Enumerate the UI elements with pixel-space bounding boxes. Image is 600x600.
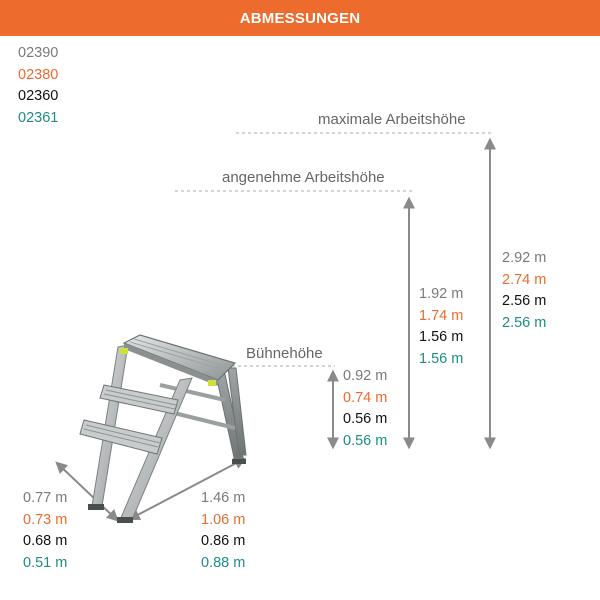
comfort-height-label: angenehme Arbeitshöhe — [222, 169, 385, 186]
dimension-value: 2.56 m — [502, 293, 547, 309]
model-number: 02380 — [18, 66, 59, 83]
dimension-value: 1.46 m — [201, 490, 246, 506]
comfort-height-values — [419, 284, 463, 370]
platform-height-values — [343, 366, 387, 452]
width-values — [23, 488, 67, 574]
model-number: 02361 — [18, 109, 59, 126]
model-number: 02360 — [18, 88, 59, 104]
dimension-value: 0.74 m — [343, 389, 388, 406]
dimension-value: 2.56 m — [502, 314, 547, 331]
dimension-value: 0.77 m — [23, 490, 68, 506]
dimension-value: 0.56 m — [343, 432, 388, 449]
dimension-value: 0.68 m — [23, 533, 68, 549]
dimension-value: 0.88 m — [201, 554, 246, 571]
max-height-label: maximale Arbeitshöhe — [318, 111, 466, 128]
depth-values — [201, 488, 245, 574]
dimension-value: 0.51 m — [23, 554, 68, 571]
max-height-values — [502, 248, 546, 334]
dimension-value: 0.86 m — [201, 533, 246, 549]
dimension-value: 1.74 m — [419, 307, 464, 324]
dimension-value: 1.06 m — [201, 511, 246, 528]
platform-height-label: Bühnehöhe — [246, 345, 323, 362]
dimension-value: 0.56 m — [343, 411, 388, 427]
dimension-value: 2.74 m — [502, 271, 547, 288]
section-title: ABMESSUNGEN — [239, 9, 361, 27]
dimension-value: 0.92 m — [343, 368, 388, 384]
model-number: 02390 — [18, 45, 59, 61]
dimension-value: 2.92 m — [502, 250, 547, 266]
dimension-value: 1.92 m — [419, 286, 464, 302]
dimension-value: 1.56 m — [419, 350, 464, 367]
dimension-value: 1.56 m — [419, 329, 464, 345]
dimension-value: 0.73 m — [23, 511, 68, 528]
